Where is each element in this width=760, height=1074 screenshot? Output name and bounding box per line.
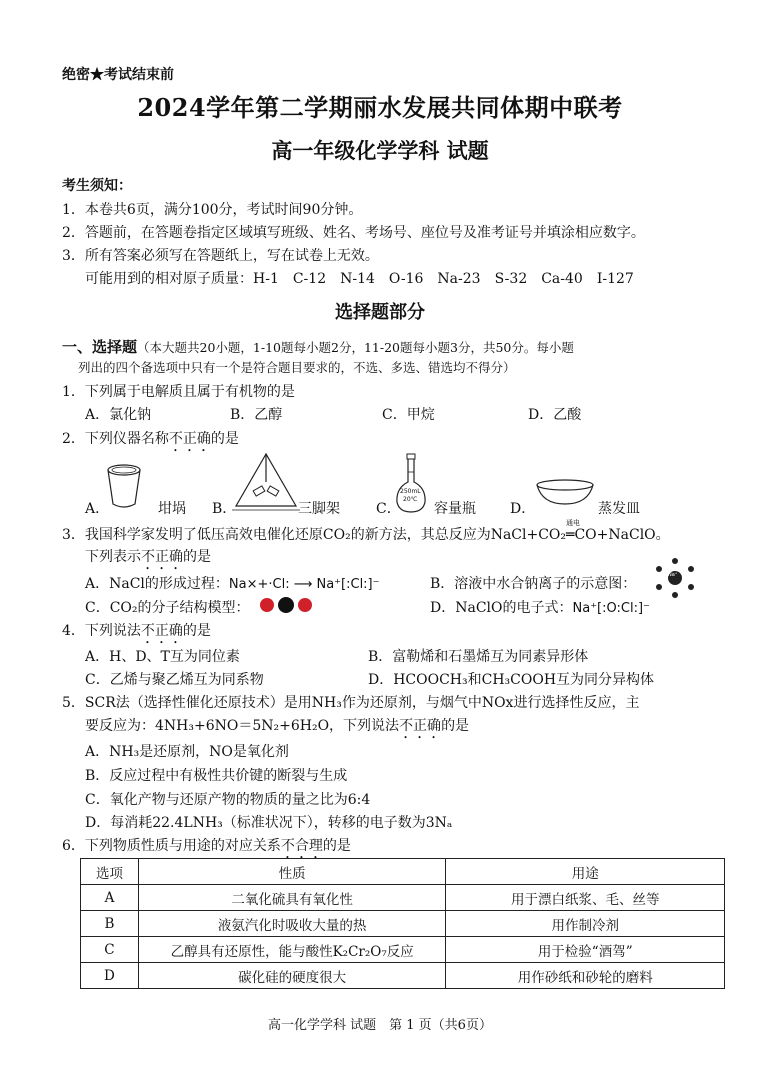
atomic-masses: 可能用到的相对原子质量：H-1 C-12 N-14 O-16 Na-23 S-32 Ca-40 I-127 bbox=[85, 271, 634, 287]
q4-stem-post: 的是 bbox=[182, 623, 211, 639]
q6-stem-emphasis: 不合理 bbox=[280, 838, 323, 854]
table-cell: 乙醇具有还原性，能与酸性K₂Cr₂O₇反应 bbox=[138, 937, 446, 963]
q4-option-b: B．富勒烯和石墨烯互为同素异形体 bbox=[368, 649, 589, 665]
table-header-cell: 选项 bbox=[81, 859, 139, 885]
q5-option-b: B．反应过程中有极性共价键的断裂与生成 bbox=[85, 768, 348, 784]
q2-stem-emphasis: 不正确 bbox=[168, 431, 211, 447]
flask-label-temp: 20℃ bbox=[403, 496, 418, 503]
q1-option-d: D．乙酸 bbox=[528, 407, 582, 423]
q2-stem-post: 的是 bbox=[210, 431, 239, 447]
q3-condition: 通电 bbox=[566, 519, 581, 527]
q3-option-a-formula: Na×+·Cl: ⟶ Na⁺[:Cl:]⁻ bbox=[228, 577, 380, 592]
part1-header bbox=[62, 336, 574, 357]
table-cell: D bbox=[81, 963, 139, 989]
q5-option-a: A．NH₃是还原剂，NO是氧化剂 bbox=[85, 744, 289, 760]
q5-option-c: C．氧化产物与还原产物的物质的量之比为6:4 bbox=[85, 792, 371, 808]
q4-option-d: D．HCOOCH₃和CH₃COOH互为同分异构体 bbox=[368, 672, 655, 688]
table-cell: A bbox=[81, 885, 139, 911]
table-row bbox=[81, 937, 725, 963]
table-row bbox=[81, 963, 725, 989]
q3-equals: ═ bbox=[566, 527, 575, 543]
table-header-cell: 用途 bbox=[446, 859, 725, 885]
q4-option-a: A．H、D、T互为同位素 bbox=[85, 649, 240, 665]
q2-option-c: 容量瓶 bbox=[434, 501, 476, 517]
q4-stem-pre: 4．下列说法 bbox=[62, 623, 141, 639]
q3-stem-part1: 3．我国科学家发明了低压高效电催化还原CO₂的新方法，其总反应为NaCl+CO₂ bbox=[62, 527, 567, 543]
q2-option-d: 蒸发皿 bbox=[598, 501, 640, 517]
q6-stem-pre: 6．下列物质性质与用途的对应关系 bbox=[62, 838, 281, 854]
part1-instructions-2: 列出的四个备选项中只有一个是符合题目要求的，不选、多选、错选均不得分） bbox=[78, 360, 516, 375]
q2-stem-pre: 2．下列仪器名称 bbox=[62, 431, 169, 447]
q3-stem bbox=[62, 519, 670, 544]
volumetric-flask-icon bbox=[394, 452, 428, 516]
q3-option-a-label: A．NaCl的形成过程： bbox=[85, 576, 229, 592]
part1-label: 一、选择题 bbox=[62, 338, 138, 356]
q3-option-d-formula: Na⁺[:O:Cl:]⁻ bbox=[572, 601, 650, 616]
table-header-row bbox=[81, 859, 725, 885]
tripod-icon bbox=[232, 452, 300, 514]
q1-option-c: C．甲烷 bbox=[382, 407, 435, 423]
q3-option-a bbox=[85, 573, 380, 593]
confidential-mark: 绝密★考试结束前 bbox=[62, 67, 174, 83]
table-row bbox=[81, 885, 725, 911]
q5-stem-emphasis: 不正确 bbox=[399, 718, 442, 734]
q5-stem-2-pre: 要反应为：4NH₃+6NO＝5N₂+6H₂O，下列说法 bbox=[85, 718, 400, 734]
q5-option-d: D．每消耗22.4LNH₃（标准状况下），转移的电子数为3Nₐ bbox=[85, 815, 453, 831]
q3-substem-emphasis: 不正确 bbox=[141, 549, 183, 565]
q4-option-c: C．乙烯与聚乙烯互为同系物 bbox=[85, 672, 264, 688]
table-cell: 用于检验“酒驾” bbox=[446, 937, 725, 963]
hydrated-sodium-ion-icon bbox=[650, 556, 700, 600]
q5-stem-1: 5．SCR法（选择性催化还原技术）是用NH₃作为还原剂，与烟气中NOx进行选择性反应，主 bbox=[62, 695, 640, 711]
evaporating-dish-icon bbox=[534, 478, 596, 508]
table-cell: C bbox=[81, 937, 139, 963]
q3-substem bbox=[85, 546, 211, 573]
q5-stem-2-post: 的是 bbox=[441, 718, 470, 734]
q2-letter-a: A． bbox=[85, 501, 110, 517]
table-cell: 用于漂白纸浆、毛、丝等 bbox=[446, 885, 725, 911]
section-title: 选择题部分 bbox=[335, 302, 425, 323]
flask-label-volume: 250mL bbox=[400, 488, 421, 495]
crucible-icon bbox=[104, 460, 144, 512]
q2-letter-c: C． bbox=[376, 501, 401, 517]
q3-option-d bbox=[430, 597, 650, 617]
q6-stem-post: 的是 bbox=[322, 838, 351, 854]
table-cell: 二氧化硫具有氧化性 bbox=[138, 885, 446, 911]
q3-reaction-sign bbox=[566, 519, 581, 543]
q2-letter-d: D． bbox=[510, 501, 536, 517]
table-cell: 碳化硅的硬度很大 bbox=[138, 963, 446, 989]
exam-subtitle: 高一年级化学学科 试题 bbox=[271, 138, 489, 163]
co2-model-icon bbox=[258, 596, 314, 614]
table-cell: B bbox=[81, 911, 139, 937]
page-footer: 高一化学学科 试题 第 1 页（共6页） bbox=[268, 1018, 492, 1033]
q3-substem-post: 的是 bbox=[183, 549, 211, 565]
notice-item: 3．所有答案必须写在答题纸上，写在试卷上无效。 bbox=[62, 248, 379, 264]
table-header-cell: 性质 bbox=[138, 859, 446, 885]
q1-stem: 1．下列属于电解质且属于有机物的是 bbox=[62, 384, 295, 400]
q6-table bbox=[80, 858, 725, 989]
notice-item: 1．本卷共6页，满分100分，考试时间90分钟。 bbox=[62, 202, 363, 218]
table-row bbox=[81, 911, 725, 937]
q4-stem-emphasis: 不正确 bbox=[140, 623, 183, 639]
notice-heading: 考生须知： bbox=[62, 178, 132, 194]
notice-item: 2．答题前，在答题卷指定区域填写班级、姓名、考场号、座位号及准考证号并填涂相应数字。 bbox=[62, 225, 645, 241]
q2-stem bbox=[62, 428, 239, 455]
q3-option-d-label: D．NaClO的电子式： bbox=[430, 600, 573, 616]
q2-letter-b: B． bbox=[212, 501, 237, 517]
q3-option-b: B．溶液中水合钠离子的示意图： bbox=[430, 576, 637, 592]
q1-option-a: A．氯化钠 bbox=[85, 407, 152, 423]
q3-stem-part2: CO+NaClO。 bbox=[574, 527, 670, 543]
q5-stem-2 bbox=[85, 715, 469, 742]
table-cell: 用作制冷剂 bbox=[446, 911, 725, 937]
ion-label: Na⁺ bbox=[668, 572, 678, 578]
q1-option-b: B．乙醇 bbox=[230, 407, 283, 423]
table-cell: 用作砂纸和砂轮的磨料 bbox=[446, 963, 725, 989]
q3-option-c: C．CO₂的分子结构模型： bbox=[85, 600, 250, 616]
exam-title: 2024学年第二学期丽水发展共同体期中联考 bbox=[137, 93, 623, 122]
q3-substem-pre: 下列表示 bbox=[85, 549, 141, 565]
q4-stem bbox=[62, 620, 211, 647]
q2-option-b: 三脚架 bbox=[298, 501, 340, 517]
q2-option-a: 坩埚 bbox=[158, 501, 186, 517]
table-cell: 液氨汽化时吸收大量的热 bbox=[138, 911, 446, 937]
part1-instructions: （本大题共20小题，1-10题每小题2分，11-20题每小题3分，共50分。每小题 bbox=[137, 340, 574, 355]
